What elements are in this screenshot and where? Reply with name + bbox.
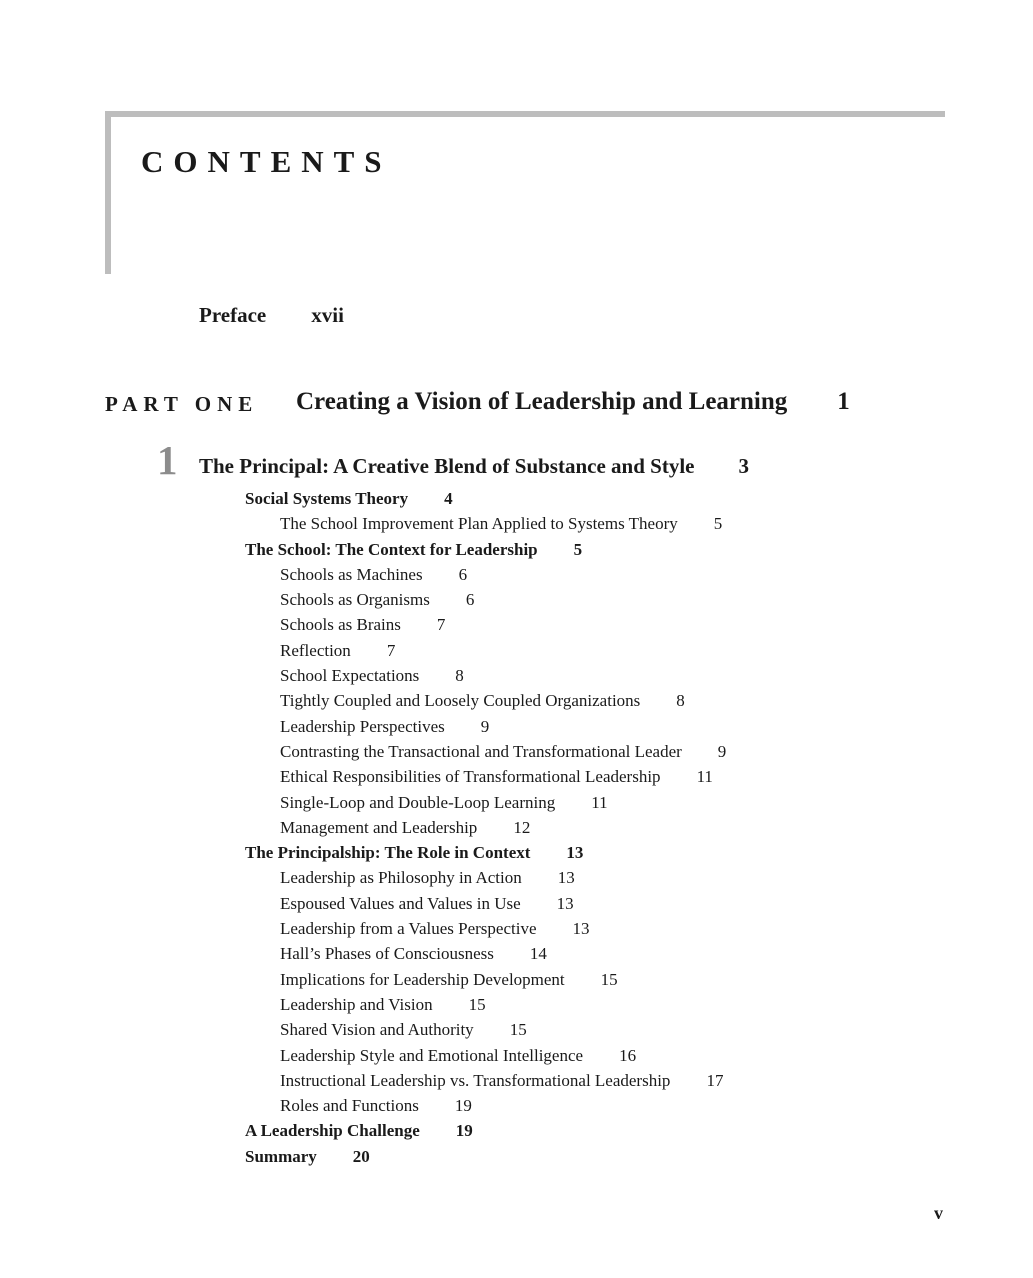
toc-subsection-entry[interactable] — [245, 764, 965, 789]
entry-page-number: 11 — [696, 767, 713, 787]
toc-subsection-entry[interactable] — [245, 511, 965, 536]
toc-section-entry[interactable] — [245, 1144, 965, 1169]
page-title: CONTENTS — [141, 144, 392, 179]
toc-subsection-entry[interactable] — [245, 562, 965, 587]
entry-title: Reflection — [280, 640, 351, 660]
entry-page-number: 15 — [509, 1020, 527, 1040]
toc-subsection-entry[interactable] — [245, 714, 965, 739]
page-folio: v — [934, 1203, 943, 1223]
entry-page-number: 13 — [572, 919, 590, 939]
entry-page-number: 12 — [513, 817, 531, 837]
entry-title: The School: The Context for Leadership — [245, 539, 538, 559]
entry-title: Hall’s Phases of Consciousness — [280, 944, 494, 964]
entry-page-number: 13 — [556, 893, 574, 913]
toc-subsection-entry[interactable] — [245, 790, 965, 815]
entry-page-number: 13 — [557, 868, 575, 888]
entry-title: Leadership and Vision — [280, 994, 433, 1014]
toc-subsection-entry[interactable] — [245, 612, 965, 637]
entry-title: Single-Loop and Double-Loop Learning — [280, 792, 556, 812]
toc-subsection-entry[interactable] — [245, 1093, 965, 1118]
entry-page-number: 19 — [455, 1121, 473, 1141]
entry-page-number: 20 — [352, 1146, 370, 1166]
entry-title: Shared Vision and Authority — [280, 1020, 474, 1040]
entry-page-number: 17 — [706, 1070, 724, 1090]
preface-label: Preface — [199, 303, 267, 327]
chapter-title: The Principal: A Creative Blend of Substance and Style — [199, 454, 695, 478]
entry-page-number: 7 — [386, 640, 396, 660]
toc-subsection-entry[interactable] — [245, 916, 965, 941]
entry-page-number: 11 — [591, 792, 608, 812]
entry-title: Social Systems Theory — [245, 489, 409, 508]
entry-title: School Expectations — [280, 666, 420, 686]
entry-title: Leadership Perspectives — [280, 716, 445, 736]
toc-subsection-entry[interactable] — [245, 1017, 965, 1042]
toc-subsection-entry[interactable] — [245, 739, 965, 764]
toc-subsection-entry[interactable] — [245, 663, 965, 688]
entry-title: Schools as Organisms — [280, 590, 430, 610]
entry-title: Implications for Leadership Development — [280, 969, 565, 989]
toc-section-entry[interactable] — [245, 486, 965, 511]
entry-title: Espoused Values and Values in Use — [280, 893, 521, 913]
chapter-page: 3 — [738, 454, 749, 478]
toc-section-entry[interactable] — [245, 537, 965, 562]
chapter-number: 1 — [157, 437, 178, 483]
entry-page-number: 6 — [465, 590, 475, 610]
entry-title: Summary — [245, 1146, 317, 1166]
entry-title: Contrasting the Transactional and Transformational Leader — [280, 741, 682, 761]
entry-page-number: 15 — [468, 994, 486, 1014]
header-rule-left — [105, 111, 111, 274]
entry-page-number: 9 — [717, 741, 727, 761]
toc-subsection-entry[interactable] — [245, 941, 965, 966]
toc-subsection-entry[interactable] — [245, 587, 965, 612]
toc-subsection-entry[interactable] — [245, 688, 965, 713]
entry-title: Schools as Machines — [280, 564, 423, 584]
entry-page-number: 14 — [529, 944, 547, 964]
entry-title: The School Improvement Plan Applied to Systems Theory — [280, 514, 678, 534]
entry-page-number: 5 — [573, 539, 583, 559]
toc-subsection-entry[interactable] — [245, 992, 965, 1017]
entry-title: Schools as Brains — [280, 615, 401, 635]
toc-subsection-entry[interactable] — [245, 815, 965, 840]
toc-preface[interactable] — [199, 301, 344, 329]
entry-title: Leadership Style and Emotional Intelligence — [280, 1045, 584, 1065]
entry-page-number: 4 — [444, 489, 453, 508]
toc-subsection-entry[interactable] — [245, 1043, 965, 1068]
entry-page-number: 5 — [713, 514, 723, 534]
entry-title: Tightly Coupled and Loosely Coupled Organizations — [280, 691, 641, 711]
entry-title: Ethical Responsibilities of Transformational Leadership — [280, 767, 661, 787]
entry-page-number: 8 — [676, 691, 685, 711]
entry-page-number: 8 — [455, 666, 464, 686]
entry-page-number: 6 — [458, 564, 468, 584]
toc-chapter-1[interactable] — [199, 452, 749, 480]
entry-page-number: 9 — [480, 716, 490, 736]
entry-title: Management and Leadership — [280, 817, 478, 837]
toc-subsection-entry[interactable] — [245, 1068, 965, 1093]
entry-title: Leadership as Philosophy in Action — [280, 868, 522, 888]
entry-page-number: 16 — [619, 1045, 637, 1065]
entry-page-number: 15 — [600, 969, 618, 989]
part-label: PART ONE — [105, 392, 259, 416]
toc-part-one[interactable] — [296, 386, 850, 418]
toc-subsection-entry[interactable] — [245, 865, 965, 890]
preface-page: xvii — [311, 303, 344, 327]
entry-title: Leadership from a Values Perspective — [280, 919, 537, 939]
toc-section-entry[interactable] — [245, 840, 965, 865]
toc-subsection-entry[interactable] — [245, 967, 965, 992]
entry-page-number: 19 — [454, 1096, 472, 1116]
toc-section-entry[interactable] — [245, 1118, 965, 1143]
entry-title: A Leadership Challenge — [245, 1121, 420, 1141]
toc-entries-list — [245, 486, 965, 1169]
toc-subsection-entry[interactable] — [245, 638, 965, 663]
entry-page-number: 7 — [436, 615, 446, 635]
part-title: Creating a Vision of Leadership and Learning — [296, 388, 788, 415]
entry-title: The Principalship: The Role in Context — [245, 843, 531, 863]
entry-title: Roles and Functions — [280, 1096, 419, 1116]
header-rule-top — [105, 111, 945, 117]
part-page: 1 — [837, 388, 850, 415]
entry-title: Instructional Leadership vs. Transformational Leadership — [280, 1070, 671, 1090]
entry-page-number: 13 — [566, 843, 584, 863]
toc-subsection-entry[interactable] — [245, 891, 965, 916]
